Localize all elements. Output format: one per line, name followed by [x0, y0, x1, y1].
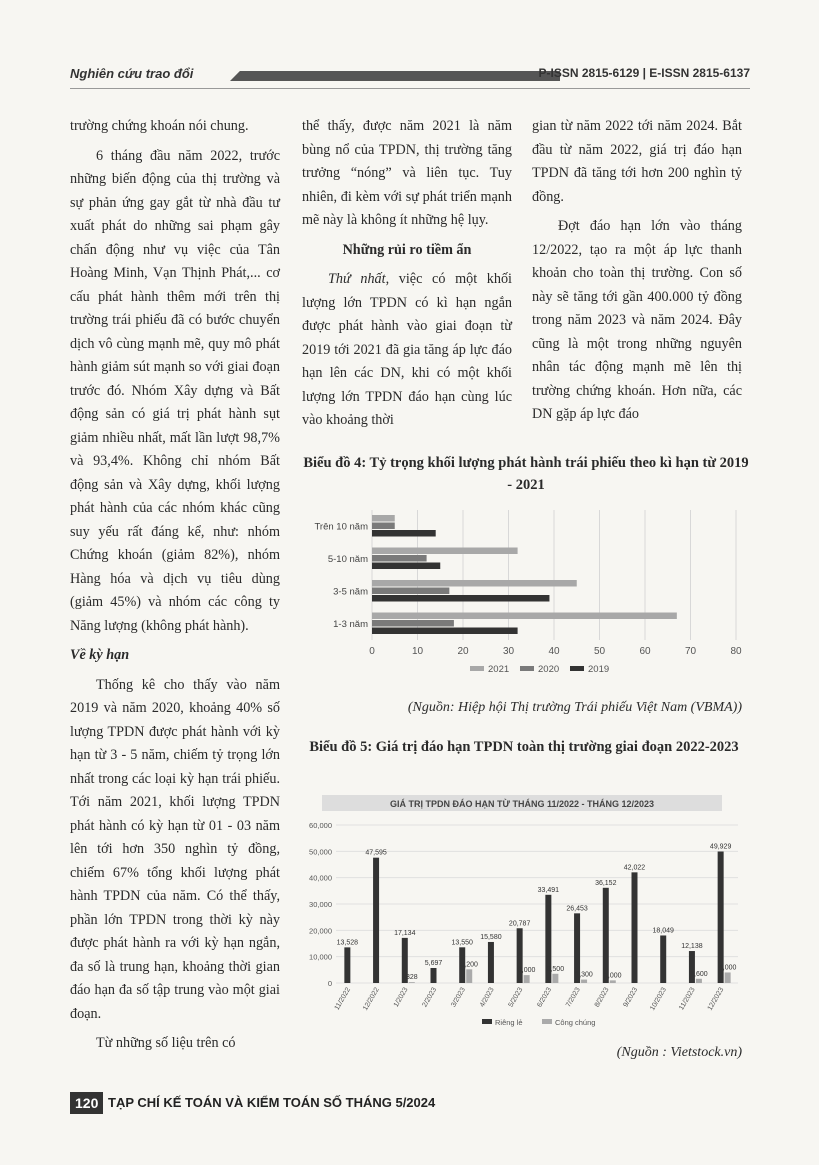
paragraph: thể thấy, được năm 2021 là năm bùng nổ của TPDN, thị trường tăng trưởng “nóng” và liên tục. Tuy nhiên, đi kèm với sự phát triển mạnh mẽ này là không ít những hệ lụy. [302, 118, 512, 228]
y-tick-label: 0 [327, 979, 332, 988]
x-tick-label: 9/2023 [622, 986, 640, 1009]
x-tick-label: 1/2023 [392, 986, 410, 1009]
paragraph: Thống kê cho thấy vào năm 2019 và năm 2020, khoảng 40% số lượng TPDN được phát hành với kỳ hạn từ 3 - 5 năm, chiếm tỷ trọng lớn nhất trong các loại kỳ hạn trái phiếu. Tới năm 2021, khối lượng TPDN phát hành có kỳ hạn từ 01 - 03 năm lên tới hơn 350 nghìn tỷ đồng, chiếm 67% tổng khối lượng phát hành TPDN của năm. Có thể thấy, phần lớn TPDN trong thời kỳ này được phát hành ra với kỳ hạn ngắn, đa số là trung hạn, khoảng thời gian đáo hạn đa số tập trung vào một giai đoạn. [70, 676, 280, 1022]
data-label: 26,453 [566, 905, 588, 913]
y-tick-label: 1-3 năm [333, 618, 368, 630]
bar-2021 [372, 580, 577, 587]
x-tick-label: 60 [639, 646, 651, 657]
legend-swatch [520, 666, 534, 671]
legend-label: Công chúng [555, 1018, 596, 1027]
bar-rieng-le [718, 852, 724, 983]
data-label: 42,022 [623, 864, 646, 872]
data-label: 3,000 [517, 967, 536, 975]
column-2 [302, 115, 512, 439]
bar-rieng-le [488, 942, 494, 983]
bar-rieng-le [660, 935, 666, 983]
data-label: 18,049 [652, 927, 674, 935]
subheading: Những rủi ro tiềm ẩn [342, 241, 472, 258]
x-tick-label: 8/2023 [593, 986, 611, 1009]
bar-cong-chung [696, 979, 702, 983]
bar-cong-chung [581, 980, 587, 983]
chart-title: GIÁ TRỊ TPDN ĐÁO HẠN TỪ THÁNG 11/2022 - THÁNG 12/2023 [389, 799, 655, 809]
x-tick-label: 30 [502, 646, 515, 657]
bar-2020 [372, 523, 395, 530]
column-3 [532, 115, 742, 433]
bar-2021 [372, 515, 395, 522]
bar-rieng-le [632, 872, 638, 983]
section-title: Nghiên cứu trao đổi [70, 66, 194, 81]
x-tick-label: 12/2023 [706, 986, 726, 1012]
x-tick-label: 12/2022 [362, 986, 381, 1012]
y-tick-label: Trên 10 năm [314, 521, 368, 533]
x-tick-label: 6/2023 [536, 986, 554, 1009]
figure-4-chart [300, 504, 750, 684]
header-rule [70, 88, 750, 89]
y-tick-label: 20,000 [309, 926, 332, 936]
figure-5-chart [302, 787, 742, 1032]
legend-swatch [570, 666, 584, 671]
x-tick-label: 20 [457, 646, 469, 657]
data-label: 12,138 [681, 943, 703, 951]
bar-2019 [372, 595, 549, 602]
issn-label: P-ISSN 2815-6129 | E-ISSN 2815-6137 [538, 66, 750, 80]
data-label: 328 [405, 974, 418, 982]
data-label: 13,550 [451, 939, 473, 947]
bar-2020 [372, 588, 449, 595]
y-tick-label: 10,000 [309, 952, 332, 962]
x-tick-label: 40 [548, 646, 560, 657]
x-tick-label: 10/2023 [649, 986, 668, 1012]
legend-label: 2019 [588, 664, 610, 675]
bar-2019 [372, 530, 436, 537]
data-label: 13,528 [336, 939, 359, 947]
paragraph: trường chứng khoán nói chung. [70, 118, 249, 134]
y-tick-label: 3-5 năm [333, 586, 368, 598]
data-label: 20,787 [508, 920, 531, 928]
x-tick-label: 7/2023 [565, 986, 582, 1009]
bar-cong-chung [409, 982, 415, 983]
bar-2021 [372, 613, 677, 620]
x-tick-label: 3/2023 [450, 986, 467, 1009]
figure-4-source: (Nguồn: Hiệp hội Thị trường Trái phiếu Việt Nam (VBMA)) [407, 700, 742, 715]
bar-2020 [372, 620, 454, 627]
bar-cong-chung [524, 975, 530, 983]
lead-word: Thứ nhất [328, 271, 386, 287]
x-tick-label: 80 [730, 646, 742, 657]
y-tick-label: 5-10 năm [327, 553, 368, 565]
x-tick-label: 2/2023 [421, 986, 439, 1009]
x-tick-label: 5/2023 [507, 986, 525, 1009]
bar-cong-chung [466, 969, 472, 983]
bar-rieng-le [689, 951, 695, 983]
y-tick-label: 30,000 [309, 900, 332, 909]
data-label: 36,152 [595, 879, 617, 887]
paragraph-text: , việc có một khối lượng lớn TPDN có kì hạn ngắn được phát hành vào giai đoạn từ 2019 tới 2021 đã gia tăng áp lực đáo hạn lên các DN, khi có một khối lượng lớn TPDN đáo hạn cùng lúc vào khoảng thời [302, 271, 512, 428]
bar-cong-chung [725, 972, 731, 983]
page-footer [70, 1092, 750, 1118]
data-label: 5,697 [424, 959, 443, 967]
data-label: 1,300 [575, 971, 593, 979]
paragraph: Từ những số liệu trên có [96, 1035, 236, 1051]
data-label: 17,134 [394, 929, 416, 937]
bar-cong-chung [610, 980, 616, 983]
paragraph: 6 tháng đầu năm 2022, trước những biến động của thị trường và sự phản ứng gay gắt từ nhà đầu tư xuất phát do những sai phạm gây chấn động như vụ việc của Tân Hoàng Minh, Vạn Thịnh Phát,... cơ cấu phát hành thêm mới trên thị trường trái phiếu đã có bước chuyển dịch vô cùng mạnh mẽ, quy mô phát hành giảm sút mạnh so với giai đoạn trước đó. Nhóm Xây dựng và Bất động sản có giá trị phát hành sụt giảm nhiều nhất, mất lần lượt 98,7% và 93,4%. Không chỉ nhóm Bất động sản và Xây dựng, khối lượng phát hành của các nhóm khác cũng suy yếu rất đáng kể, như: nhóm Chứng khoán (giảm 82%), nhóm Hàng hóa và dịch vụ tiêu dùng (giảm 45%) và nhóm các công ty Năng lượng (không phát hành). [70, 147, 280, 634]
magazine-title: TẠP CHÍ KẾ TOÁN VÀ KIỂM TOÁN SỐ THÁNG 5/2024 [108, 1095, 436, 1110]
y-tick-label: 50,000 [309, 847, 332, 857]
figure-5-title: Biểu đồ 5: Giá trị đáo hạn TPDN toàn thị trường giai đoạn 2022-2023 [309, 739, 739, 755]
bar-rieng-le [517, 928, 523, 983]
data-label: 33,491 [537, 886, 560, 894]
x-tick-label: 10 [411, 646, 424, 657]
bar-rieng-le [373, 858, 379, 983]
x-tick-label: 0 [369, 646, 375, 657]
bar-rieng-le [431, 968, 437, 983]
legend-swatch [470, 666, 484, 671]
header-bar [230, 71, 560, 81]
bar-2021 [372, 548, 518, 555]
bar-rieng-le [344, 947, 350, 983]
x-tick-label: 11/2023 [678, 986, 697, 1012]
x-tick-label: 11/2022 [333, 986, 353, 1012]
y-tick-label: 40,000 [309, 873, 332, 883]
data-label: 49,929 [709, 843, 732, 851]
subheading: Về kỳ hạn [70, 647, 130, 663]
bar-rieng-le [603, 888, 609, 983]
page-header [70, 62, 750, 92]
figure-5-source: (Nguồn : Vietstock.vn) [616, 1045, 742, 1060]
bar-2020 [372, 555, 427, 562]
page-number: 120 [70, 1092, 103, 1114]
data-label: 1,000 [604, 972, 622, 980]
figure-4-title: Biểu đồ 4: Tỷ trọng khối lượng phát hành trái phiếu theo kì hạn từ 2019 - 2021 [303, 455, 749, 493]
legend-label: Riêng lẻ [495, 1018, 523, 1027]
data-label: 47,595 [365, 849, 387, 857]
x-tick-label: 4/2023 [478, 986, 496, 1009]
data-label: 1,600 [690, 970, 708, 978]
data-label: 15,580 [480, 933, 502, 941]
bar-cong-chung [552, 974, 558, 983]
data-label: 4,000 [718, 964, 737, 972]
legend-swatch [542, 1019, 552, 1024]
legend-label: 2020 [538, 664, 560, 675]
bar-2019 [372, 628, 518, 635]
data-label: 5,200 [460, 961, 478, 969]
paragraph: gian từ năm 2022 tới năm 2024. Bắt đầu từ năm 2022, giá trị đáo hạn TPDN đã tăng tới hơn 200 nghìn tỷ đồng. [532, 118, 742, 205]
x-tick-label: 70 [684, 646, 697, 657]
bar-2019 [372, 563, 440, 570]
paragraph: Đợt đáo hạn lớn vào tháng 12/2022, tạo ra một áp lực thanh khoản cho toàn thị trường. Con số này sẽ tăng tới gần 400.000 tỷ đồng trong năm 2023 và năm 2024. Đây cũng là một trong những nguyên nhân tác động mạnh mẽ lên thị trường chứng khoán. Hơn nữa, các DN gặp áp lực đáo [532, 218, 742, 422]
data-label: 3,500 [546, 965, 565, 973]
legend-swatch [482, 1019, 492, 1024]
y-tick-label: 60,000 [309, 821, 332, 830]
x-tick-label: 50 [593, 646, 606, 657]
paragraph [302, 268, 512, 433]
column-1 [70, 115, 280, 1062]
legend-label: 2021 [488, 664, 510, 675]
